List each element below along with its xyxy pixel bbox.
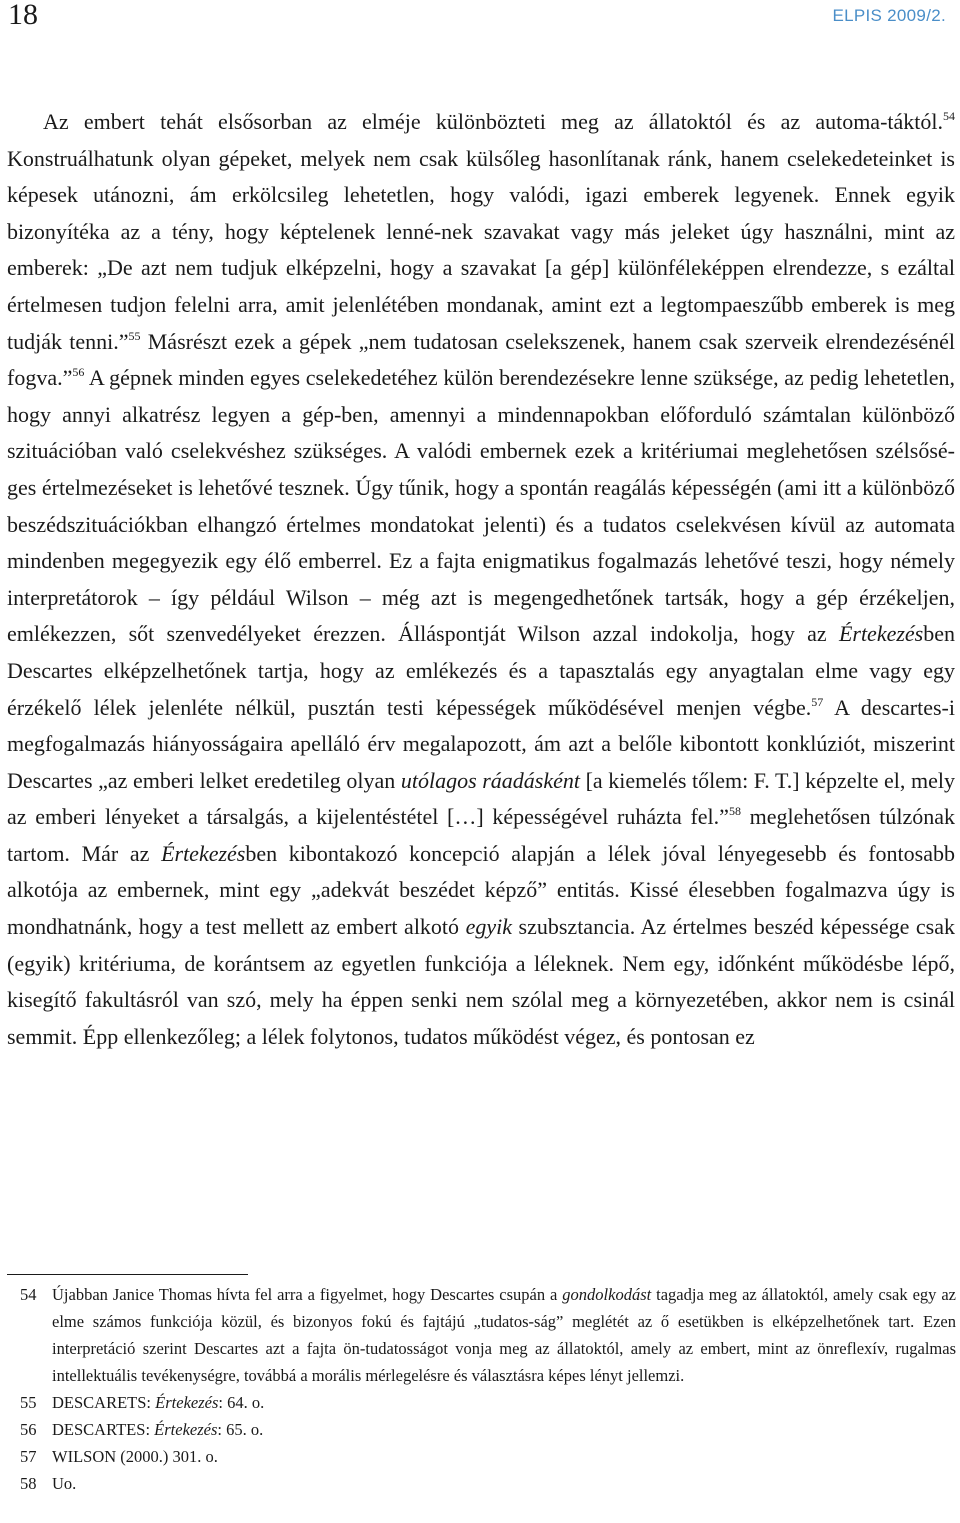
footnote-ref[interactable]: 58 <box>728 804 741 819</box>
footnote-ref[interactable]: 57 <box>811 694 824 709</box>
footnote-text: DESCARTES: <box>52 1420 155 1439</box>
text-run: Konstruálhatunk olyan gépeket, melyek nem csak külsőleg hasonlítanak ránk, hanem cselekedeteinket is képesek utánozni, ám erkölcsileg lehetetlen, hogy valódi, igazi emberek legyenek. Ennek egyik bizonyítéka az a tény, hogy képtelenek lenné-nek szavakat vagy más jeleket úgy használni, mint az emberek: „De azt nem tudjuk elképzelni, hogy a szavakat [a gép] különféleképpen elrendezze, s ezáltal értelmesen tudjon felelni arra, amit jelenlétében mondanak, amint ezt a legtompaeszűbb emberek is meg tudják tenni.” <box>7 145 955 354</box>
running-head: ELPIS 2009/2. <box>832 6 946 25</box>
text-run: szubsztancia. Az értelmes beszéd képessége csak (egyik) kritériuma, de korántsem az egyetlen funkciója a léleknek. Nem egy, időnként működésbe lépő, kisegítő fakultásról van szó, mely ha éppen senki nem szólal meg a környezetében, akkor nem is csinál semmit. Épp ellenkezőleg; a lélek folytonos, tudatos működést végez, és pontosan ez <box>7 914 955 1049</box>
text-run: Másrészt ezek a gépek „nem tudatosan cselekszenek, hanem csak szerveik elrendezésénél fogva.” <box>7 328 955 391</box>
footnote-58 <box>20 1470 956 1497</box>
footnote-rule <box>7 1274 248 1275</box>
footnote-number: 55 <box>20 1393 37 1412</box>
footnote-text: : 65. o. <box>217 1420 264 1439</box>
text-run: A descartes-i megfogalmazás hiányosságaira apelláló érv megalapozott, ám azt a belőle kibontott konklúziót, miszerint Descartes „az emberi lelket eredetileg olyan <box>7 694 955 793</box>
italic-emphasis: utólagos ráadásként <box>400 767 580 793</box>
footnote-ref[interactable]: 55 <box>128 328 141 343</box>
footnotes <box>20 1281 956 1497</box>
text-run: Az embert tehát elsősorban az elméje különbözteti meg az állatoktól és az automa-táktól. <box>43 109 943 134</box>
footnote-text: tagadja meg az állatoktól, amely csak egy az elme számos funkciója közül, és bizonyos fokú és fajtájú „tudatos-ság” meglétét az ő esetükben is elképzelhetőnek tart. Ezen interpretáció szerint Descartes azt a fajta ön-tudatosságot vonja meg az állatoktól, amely az embert, mint az önreflexív, rugalmas intellektuális tevékenységre, továbbá a morális mérlegelésre és választásra képes lényt jellemzi. <box>52 1285 956 1385</box>
italic-emphasis: egyik <box>465 914 512 940</box>
footnote-57 <box>20 1443 956 1470</box>
italic-title: Értekezés <box>838 621 924 647</box>
footnote-56 <box>20 1416 956 1443</box>
text-run: [a kiemelés tőlem: F. T.] képzelte el, mely az emberi lényeket a társalgás, a kijelentéstétel […] képességével ruházta fel.” <box>7 767 955 830</box>
body-text <box>7 104 955 1055</box>
footnote-text: WILSON (2000.) 301. o. <box>52 1447 218 1466</box>
footnote-number: 54 <box>20 1285 37 1304</box>
paragraph <box>7 104 955 1055</box>
footnote-text: : 64. o. <box>218 1393 265 1412</box>
footnote-italic: gondolkodást <box>562 1285 652 1304</box>
footnote-text: DESCARETS: <box>52 1393 156 1412</box>
text-run: ben kibontakozó koncepció alapján a lélek jóval lényegesebb és fontosabb alkotója az embernek, mint egy „adekvát beszédet képző” entitás. Kissé élesebben fogalmazva úgy is mondhatnánk, hogy a test mellett az embert alkotó <box>7 840 955 940</box>
text-run: ben Descartes elképzelhetőnek tartja, hogy az emlékezés és a tapasztalás egy anyagtalan elme vagy egy érzékelő lélek jelenléte nélkül, pusztán testi képességek működésével menjen végbe. <box>7 621 955 720</box>
text-run: meglehetősen túlzónak tartom. Már az <box>7 804 955 866</box>
footnote-text: Uo. <box>52 1474 77 1493</box>
footnote-ref[interactable]: 56 <box>72 365 85 380</box>
footnote-italic: Értekezés <box>154 1420 218 1439</box>
footnote-italic: Értekezés <box>155 1393 219 1412</box>
italic-title: Értekezés <box>161 840 246 866</box>
footnote-text: Újabban Janice Thomas hívta fel arra a figyelmet, hogy Descartes csupán a <box>52 1285 563 1304</box>
text-run: A gépnek minden egyes cselekedetéhez külön berendezésekre lenne szüksége, az pedig lehetetlen, hogy annyi alkatrész legyen a gép-ben, amennyi a mindennapokban előforduló számtalan különböző szituációban való cselekvéshez szükséges. A valódi embernek ezek a kritériumai meglehetősen szélsősé-ges értelmezéseket is lehetővé tesznek. Úgy tűnik, hogy a spontán reagálás képességén (ami itt a különböző beszédszituációkban elhangzó értelmes mondatokat jelenti) és a tudatos cselekvésen kívül az automata mindenben megegyezik egy élő emberrel. Ez a fajta enigmatikus fogalmazás lehetővé teszi, hogy némely interpretátorok – így például Wilson – még azt is megengedhetőnek tartsák, hogy a gép érzékeljen, emlékezzen, sőt szenvedélyeket érezzen. Álláspontját Wilson azzal indokolja, hogy az <box>7 365 955 647</box>
footnote-number: 56 <box>20 1420 37 1439</box>
page-number: 18 <box>8 0 38 31</box>
footnote-55 <box>20 1389 956 1416</box>
footnote-number: 58 <box>20 1474 37 1493</box>
footnote-54 <box>20 1281 956 1389</box>
footnote-number: 57 <box>20 1447 37 1466</box>
footnote-ref[interactable]: 54 <box>943 109 955 123</box>
